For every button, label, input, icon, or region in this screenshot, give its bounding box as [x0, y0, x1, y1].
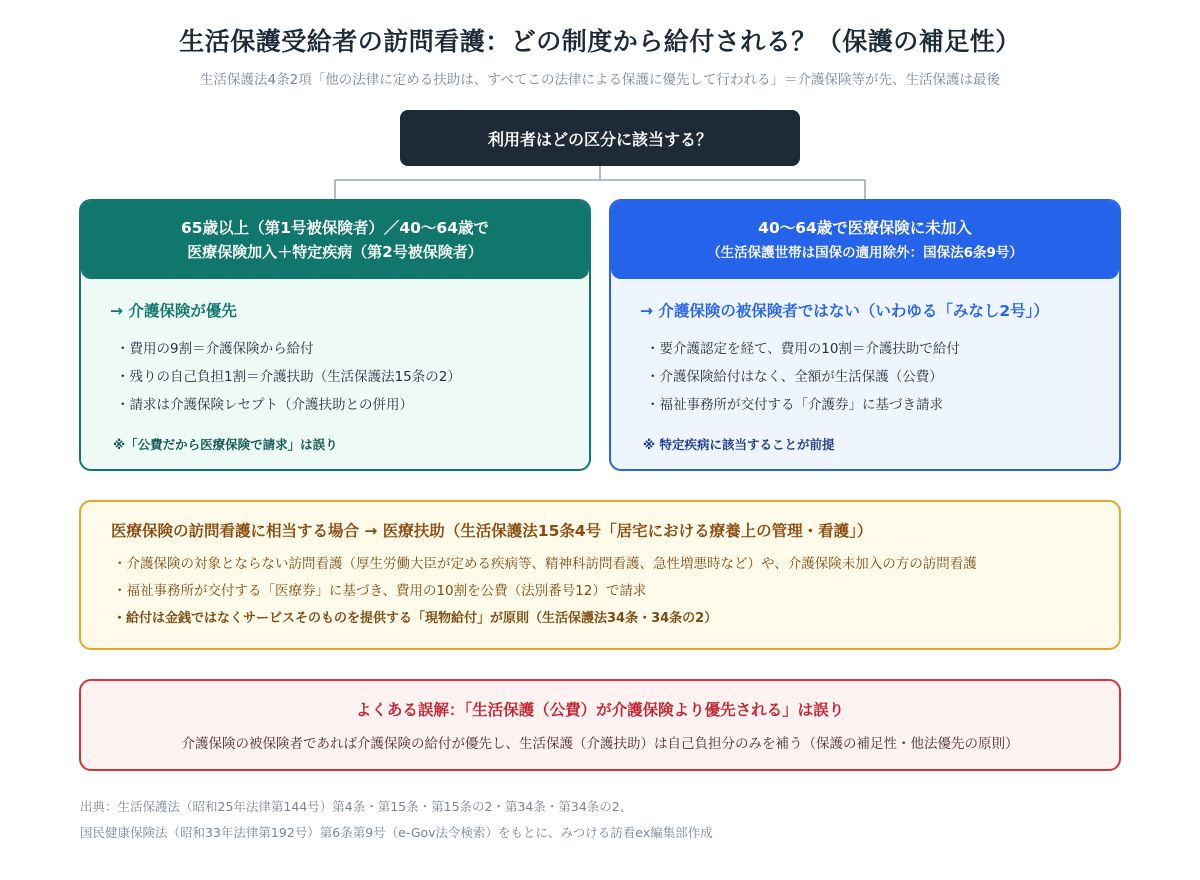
list-item: ・介護保険給付はなく、全額が生活保護（公費）	[646, 369, 943, 385]
insured-card-header-line1: 65歳以上（第1号被保険者）／40〜64歳で	[181, 219, 489, 237]
list-item: ・福祉事務所が交付する「介護券」に基づき請求	[646, 397, 943, 413]
insured-card	[79, 199, 591, 471]
insured-card-body	[81, 279, 589, 453]
uninsured-card-body	[611, 279, 1119, 453]
uninsured-card-note: ※ 特定疾病に該当することが前提	[643, 437, 835, 452]
insured-card-lead: → 介護保険が優先	[110, 302, 237, 320]
page-subtitle: 生活保護法4条2項「他の法律に定める扶助は、すべてこの法律による保護に優先して行われる」＝介護保険等が先、生活保護は最後	[200, 72, 1000, 88]
question-box	[400, 110, 800, 166]
medical-assistance-heading: 医療保険の訪問看護に相当する場合 → 医療扶助（生活保護法15条4号「居宅における療養上の管理・看護」）	[111, 522, 873, 540]
insured-card-note: ※「公費だから医療保険で請求」は誤り	[113, 437, 338, 452]
list-item: ・要介護認定を経て、費用の10割＝介護扶助で給付	[646, 341, 960, 357]
medical-assistance-box	[79, 500, 1121, 650]
list-item: ・給付は金銭ではなくサービスそのものを提供する「現物給付」が原則（生活保護法34条・34条の2）	[113, 611, 718, 626]
page-title: 生活保護受給者の訪問看護：どの制度から給付される？（保護の補足性）	[179, 27, 1021, 56]
uninsured-card-header-line1: 40〜64歳で医療保険に未加入	[758, 219, 972, 237]
question-label: 利用者はどの区分に該当する？	[487, 129, 712, 149]
uninsured-card-header	[611, 201, 1119, 279]
misconception-heading: よくある誤解：「生活保護（公費）が介護保険より優先される」は誤り	[355, 701, 845, 719]
source-line-1: 出典：生活保護法（昭和25年法律第144号）第4条・第15条・第15条の2・第34条・第34条の2、	[80, 799, 633, 814]
list-item: ・請求は介護保険レセプト（介護扶助との併用）	[116, 397, 413, 413]
source-citation	[80, 794, 713, 846]
uninsured-card	[609, 199, 1121, 471]
insured-card-header-line2: 医療保険加入＋特定疾病（第2号被保険者）	[187, 243, 483, 261]
list-item: ・介護保険の対象とならない訪問看護（厚生労働大臣が定める疾病等、精神科訪問看護、急性増悪時など）や、介護保険未加入の方の訪問看護	[113, 556, 977, 572]
list-item: ・残りの自己負担1割＝介護扶助（生活保護法15条の2）	[116, 369, 461, 385]
list-item: ・費用の9割＝介護保険から給付	[116, 341, 314, 357]
misconception-body: 介護保険の被保険者であれば介護保険の給付が優先し、生活保護（介護扶助）は自己負担分のみを補う（保護の補足性・他法優先の原則）	[181, 736, 1019, 752]
source-line-2: 国民健康保険法（昭和33年法律第192号）第6条第9号（e-Gov法令検索）をもとに、みつける訪看ex編集部作成	[80, 825, 713, 840]
misconception-box	[79, 679, 1121, 771]
uninsured-card-header-line2: （生活保護世帯は国保の適用除外：国保法6条9号）	[707, 245, 1023, 261]
connector-lines	[335, 166, 865, 200]
insured-card-header	[81, 201, 589, 279]
list-item: ・福祉事務所が交付する「医療券」に基づき、費用の10割を公費（法別番号12）で請求	[113, 583, 647, 599]
uninsured-card-lead: → 介護保険の被保険者ではない（いわゆる「みなし2号」）	[640, 302, 1049, 320]
